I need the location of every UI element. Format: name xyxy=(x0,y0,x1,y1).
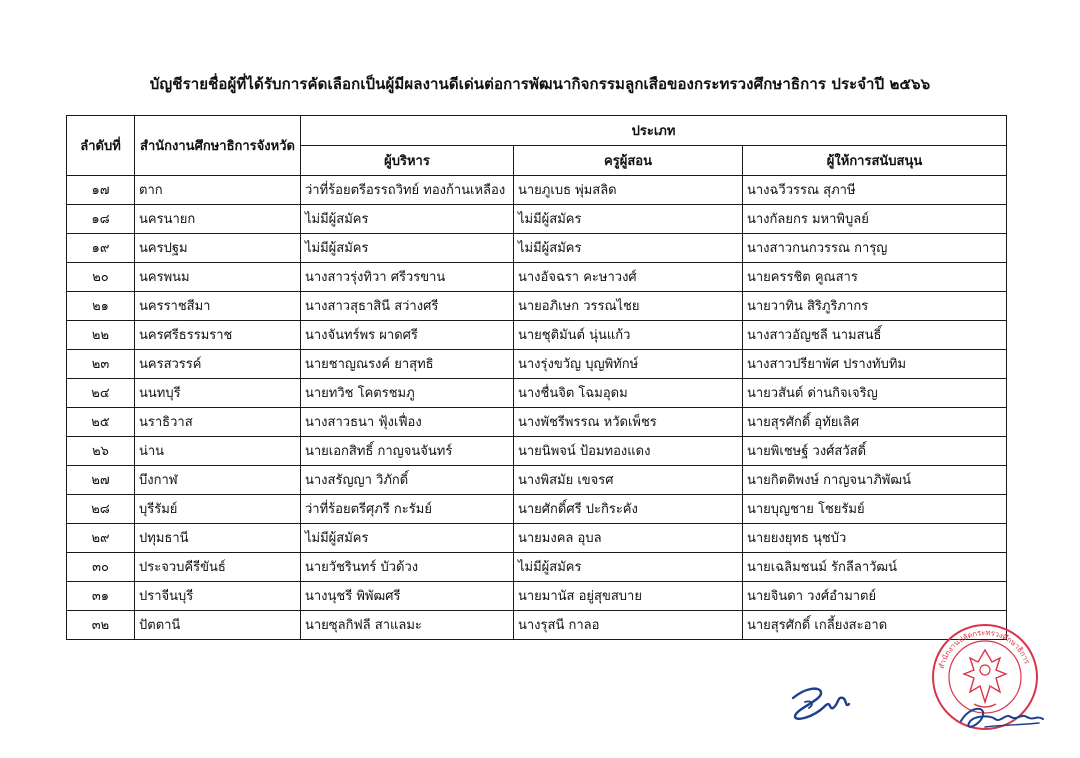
cell-supporter: นางสาวปรียาพัศ ปรางทับทิม xyxy=(743,350,1007,379)
cell-supporter: นายสุรศักดิ์ เกลี้ยงสะอาด xyxy=(743,611,1007,640)
table-row xyxy=(67,437,1007,466)
cell-supporter: นางฉวีวรรณ สุภาษี xyxy=(743,176,1007,205)
cell-teacher: นายชุติมันต์ นุ่นแก้ว xyxy=(514,321,743,350)
cell-teacher: นางรุ่งขวัญ บุญพิทักษ์ xyxy=(514,350,743,379)
cell-supporter: นายบุญชาย โชยรัมย์ xyxy=(743,495,1007,524)
document-title: บัญชีรายชื่อผู้ที่ได้รับการคัดเลือกเป็นผู้มีผลงานดีเด่นต่อการพัฒนากิจกรรมลูกเสือของกระทรวงศึกษาธิการ ประจำปี ๒๕๖๖ xyxy=(149,75,931,93)
cell-admin: นางสรัญญา วิภักดิ์ xyxy=(301,466,514,495)
cell-admin: ไม่มีผู้สมัคร xyxy=(301,205,514,234)
cell-supporter: นายเฉลิมชนม์ รักลีลาวัฒน์ xyxy=(743,553,1007,582)
cell-supporter: นายสุรศักดิ์ อุทัยเลิศ xyxy=(743,408,1007,437)
cell-admin: นางสาวรุ่งทิวา ศรีวรขาน xyxy=(301,263,514,292)
cell-province: นครสวรรค์ xyxy=(135,350,301,379)
table-row xyxy=(67,495,1007,524)
cell-province: ปราจีนบุรี xyxy=(135,582,301,611)
cell-teacher: นางรุสนี กาลอ xyxy=(514,611,743,640)
cell-teacher: นางชื่นจิต โฉมอุดม xyxy=(514,379,743,408)
row-number: ๒๗ xyxy=(67,466,135,495)
row-number: ๒๙ xyxy=(67,524,135,553)
cell-admin: ไม่มีผู้สมัคร xyxy=(301,234,514,263)
cell-teacher: ไม่มีผู้สมัคร xyxy=(514,553,743,582)
row-number: ๒๒ xyxy=(67,321,135,350)
cell-admin: นางนุชรี พิพัฒศรี xyxy=(301,582,514,611)
cell-teacher: นางพัชรีพรรณ หวัดเพ็ชร xyxy=(514,408,743,437)
cell-supporter: นายวาทิน สิริภูริภากร xyxy=(743,292,1007,321)
row-number: ๒๘ xyxy=(67,495,135,524)
cell-province: ประจวบคีรีขันธ์ xyxy=(135,553,301,582)
header-admin: ผู้บริหาร xyxy=(301,146,514,176)
cell-teacher: นางพิสมัย เขจรศ xyxy=(514,466,743,495)
cell-supporter: นายจินดา วงศ์อำมาตย์ xyxy=(743,582,1007,611)
cell-province: บุรีรัมย์ xyxy=(135,495,301,524)
cell-province: นราธิวาส xyxy=(135,408,301,437)
cell-province: น่าน xyxy=(135,437,301,466)
cell-supporter: นายครรชิต คูณสาร xyxy=(743,263,1007,292)
table-row xyxy=(67,234,1007,263)
table-row xyxy=(67,466,1007,495)
header-office: สำนักงานศึกษาธิการจังหวัด xyxy=(135,116,301,176)
table-row xyxy=(67,582,1007,611)
table-row xyxy=(67,321,1007,350)
table-row xyxy=(67,553,1007,582)
table-row xyxy=(67,263,1007,292)
cell-admin: นางสาวธนา ฟุ้งเฟื่อง xyxy=(301,408,514,437)
cell-province: บึงกาฬ xyxy=(135,466,301,495)
cell-teacher: นายศักดิ์ศรี ปะกิระคัง xyxy=(514,495,743,524)
cell-admin: ว่าที่ร้อยตรีศุภรี กะรัมย์ xyxy=(301,495,514,524)
table-row xyxy=(67,408,1007,437)
header-supporter: ผู้ให้การสนับสนุน xyxy=(743,146,1007,176)
table-row xyxy=(67,350,1007,379)
cell-province: นครศรีธรรมราช xyxy=(135,321,301,350)
header-index: ลำดับที่ xyxy=(67,116,135,176)
cell-admin: ว่าที่ร้อยตรีอรรถวิทย์ ทองก้านเหลือง xyxy=(301,176,514,205)
row-number: ๓๑ xyxy=(67,582,135,611)
cell-admin: นายวัชรินทร์ บัวด้วง xyxy=(301,553,514,582)
header-teacher: ครูผู้สอน xyxy=(514,146,743,176)
table-row xyxy=(67,611,1007,640)
cell-teacher: นายมงคล อุบล xyxy=(514,524,743,553)
cell-province: นครพนม xyxy=(135,263,301,292)
row-number: ๒๐ xyxy=(67,263,135,292)
cell-teacher: นายอภิเษก วรรณไชย xyxy=(514,292,743,321)
cell-teacher: นายภูเบธ พุ่มสลิด xyxy=(514,176,743,205)
cell-province: นนทบุรี xyxy=(135,379,301,408)
row-number: ๑๙ xyxy=(67,234,135,263)
cell-province: นครราชสีมา xyxy=(135,292,301,321)
awardees-table xyxy=(66,115,1007,640)
cell-supporter: นางสาวอัญชลี นามสนธิ์ xyxy=(743,321,1007,350)
stamp-text: สำนักงานปลัดกระทรวงศึกษาธิการ xyxy=(936,627,1032,670)
table-row xyxy=(67,379,1007,408)
cell-supporter: นายพิเชษฐ์ วงศ์สวัสดิ์ xyxy=(743,437,1007,466)
cell-teacher: ไม่มีผู้สมัคร xyxy=(514,234,743,263)
cell-province: ปัตตานี xyxy=(135,611,301,640)
row-number: ๒๖ xyxy=(67,437,135,466)
table-row xyxy=(67,205,1007,234)
cell-admin: นายซุลกิฟลี สาแลมะ xyxy=(301,611,514,640)
cell-teacher: นางอัจฉรา คะษาวงศ์ xyxy=(514,263,743,292)
cell-supporter: นายวสันต์ ด่านกิจเจริญ xyxy=(743,379,1007,408)
cell-province: นครนายก xyxy=(135,205,301,234)
cell-admin: นายทวิช โคตรชมภู xyxy=(301,379,514,408)
cell-admin: นางจันทร์พร ผาดศรี xyxy=(301,321,514,350)
row-number: ๒๕ xyxy=(67,408,135,437)
table-row xyxy=(67,524,1007,553)
header-category: ประเภท xyxy=(301,116,1007,146)
row-number: ๒๔ xyxy=(67,379,135,408)
table-row xyxy=(67,292,1007,321)
cell-admin: นายเอกสิทธิ์ กาญจนจันทร์ xyxy=(301,437,514,466)
cell-admin: นายชาญณรงค์ ยาสุทธิ xyxy=(301,350,514,379)
cell-province: นครปฐม xyxy=(135,234,301,263)
cell-teacher: ไม่มีผู้สมัคร xyxy=(514,205,743,234)
row-number: ๒๑ xyxy=(67,292,135,321)
row-number: ๑๘ xyxy=(67,205,135,234)
cell-province: ปทุมธานี xyxy=(135,524,301,553)
table-body xyxy=(67,176,1007,640)
row-number: ๒๓ xyxy=(67,350,135,379)
row-number: ๓๒ xyxy=(67,611,135,640)
row-number: ๑๗ xyxy=(67,176,135,205)
row-number: ๓๐ xyxy=(67,553,135,582)
cell-teacher: นายมานัส อยู่สุขสบาย xyxy=(514,582,743,611)
cell-province: ตาก xyxy=(135,176,301,205)
cell-supporter: นายยงยุทธ นุชบัว xyxy=(743,524,1007,553)
cell-admin: ไม่มีผู้สมัคร xyxy=(301,524,514,553)
signature-1 xyxy=(785,678,855,726)
signature-2 xyxy=(955,697,1047,737)
table-row xyxy=(67,176,1007,205)
cell-supporter: นายกิตติพงษ์ กาญจนาภิพัฒน์ xyxy=(743,466,1007,495)
cell-supporter: นางกัลยกร มหาพิบูลย์ xyxy=(743,205,1007,234)
cell-supporter: นางสาวกนกวรรณ การุญ xyxy=(743,234,1007,263)
cell-admin: นางสาวสุธาสินี สว่างศรี xyxy=(301,292,514,321)
cell-teacher: นายนิพจน์ ป้อมทองแดง xyxy=(514,437,743,466)
